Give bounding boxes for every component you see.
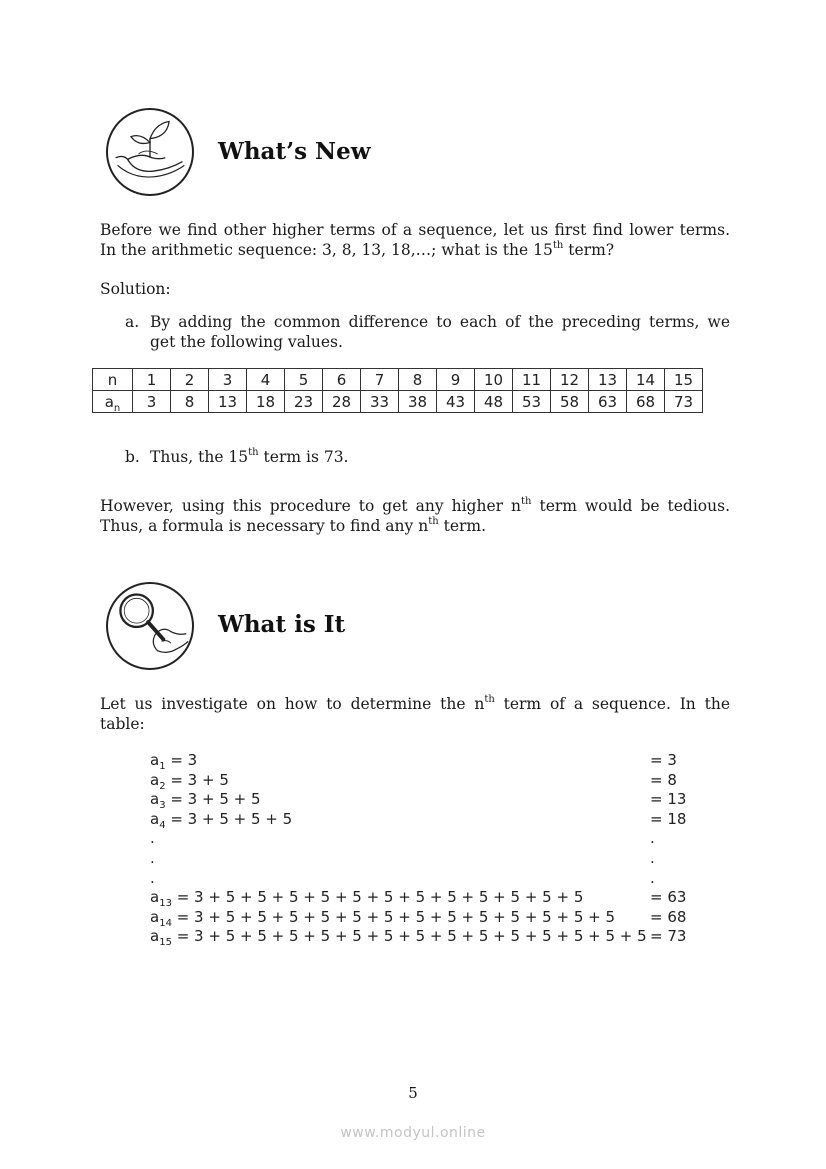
- calc-row: $a_4 = 3 + 5 + 5 + 5$ = 18: [150, 809, 687, 831]
- table-cell: 28: [323, 391, 361, 413]
- investigate-line-1: Let us investigate on how to determine the $n^{th}$ term of a sequence. In the: [100, 693, 730, 713]
- table-cell: 18: [247, 391, 285, 413]
- investigate-line-2: table:: [100, 715, 145, 733]
- item-b-text: Thus, the 15th term is 73.: [150, 446, 349, 466]
- table-row-n: [93, 369, 703, 391]
- section-title-what-is-it: What is It: [218, 611, 346, 638]
- table-cell: 12: [551, 369, 589, 391]
- list-marker-b: b.: [125, 448, 140, 466]
- table-cell: 58: [551, 391, 589, 413]
- table-cell: 7: [361, 369, 399, 391]
- table-cell: 3: [209, 369, 247, 391]
- ellipsis-row: . .: [150, 848, 655, 867]
- table-cell: 4: [247, 369, 285, 391]
- calc-row: $a_3 = 3 + 5 + 5$ = 13: [150, 790, 687, 812]
- table-cell: 5: [285, 369, 323, 391]
- table-cell: 13: [209, 391, 247, 413]
- table-header-n: n: [93, 369, 133, 391]
- table-header-an: $a_n$: [93, 391, 133, 413]
- solution-label: Solution:: [100, 280, 171, 298]
- table-cell: 48: [475, 391, 513, 413]
- table-cell: 33: [361, 391, 399, 413]
- calc-row: $a_2 = 3 + 5$ = 8: [150, 770, 677, 792]
- intro-line-2: In the arithmetic sequence: 3, 8, 13, 18,…; what is the 15th term?: [100, 239, 615, 259]
- table-row-an: [93, 391, 703, 413]
- calc-row: $a_1 = 3$ = 3: [150, 751, 677, 772]
- calc-row: $a_{13} = 3 + 5 + 5 + 5 + 5 + 5 + 5 + 5 + 5 + 5 + 5 + 5 + 5$ = 63: [150, 888, 687, 910]
- table-cell: 11: [513, 369, 551, 391]
- however-line-2: Thus, a formula is necessary to find any $n^{th}$ term.: [100, 515, 487, 535]
- plant-in-hand-icon: [106, 108, 194, 196]
- sequence-table: [92, 368, 703, 413]
- ellipsis-row: . .: [150, 868, 655, 887]
- table-cell: 10: [475, 369, 513, 391]
- however-paragraph: [100, 496, 730, 536]
- calc-row: $a_{14} = 3 + 5 + 5 + 5 + 5 + 5 + 5 + 5 + 5 + 5 + 5 + 5 + 5 + 5$ = 68: [150, 907, 687, 929]
- table-cell: 2: [171, 369, 209, 391]
- table-cell: 63: [589, 391, 627, 413]
- table-cell: 23: [285, 391, 323, 413]
- table-cell: 3: [133, 391, 171, 413]
- table-cell: 43: [437, 391, 475, 413]
- page-number: 5: [408, 1084, 418, 1102]
- investigate-paragraph: [100, 694, 730, 734]
- table-cell: 53: [513, 391, 551, 413]
- section-title-whats-new: What’s New: [218, 138, 371, 165]
- calc-row: $a_{15} = 3 + 5 + 5 + 5 + 5 + 5 + 5 + 5 + 5 + 5 + 5 + 5 + 5 + 5 + 5$ = 73: [150, 927, 687, 949]
- table-cell: 14: [627, 369, 665, 391]
- list-marker-a: a.: [125, 313, 140, 331]
- intro-paragraph: [100, 220, 730, 260]
- table-cell: 6: [323, 369, 361, 391]
- table-cell: 8: [171, 391, 209, 413]
- table-cell: 1: [133, 369, 171, 391]
- item-a-line-2: get the following values.: [150, 333, 343, 351]
- intro-line-1: Before we find other higher terms of a sequence, let us first find lower terms.: [100, 221, 730, 239]
- table-cell: 15: [665, 369, 703, 391]
- term-calculation-list: [150, 751, 710, 947]
- table-cell: 8: [399, 369, 437, 391]
- table-cell: 73: [665, 391, 703, 413]
- table-cell: 68: [627, 391, 665, 413]
- ellipsis-row: . .: [150, 829, 655, 848]
- table-cell: 9: [437, 369, 475, 391]
- item-a-line-1: By adding the common difference to each of the preceding terms, we: [150, 313, 730, 331]
- however-line-1: However, using this procedure to get any higher $n^{th}$ term would be tedious.: [100, 495, 731, 515]
- table-cell: 13: [589, 369, 627, 391]
- table-cell: 38: [399, 391, 437, 413]
- watermark: www.modyul.online: [340, 1125, 486, 1141]
- magnifying-glass-icon: [106, 582, 194, 670]
